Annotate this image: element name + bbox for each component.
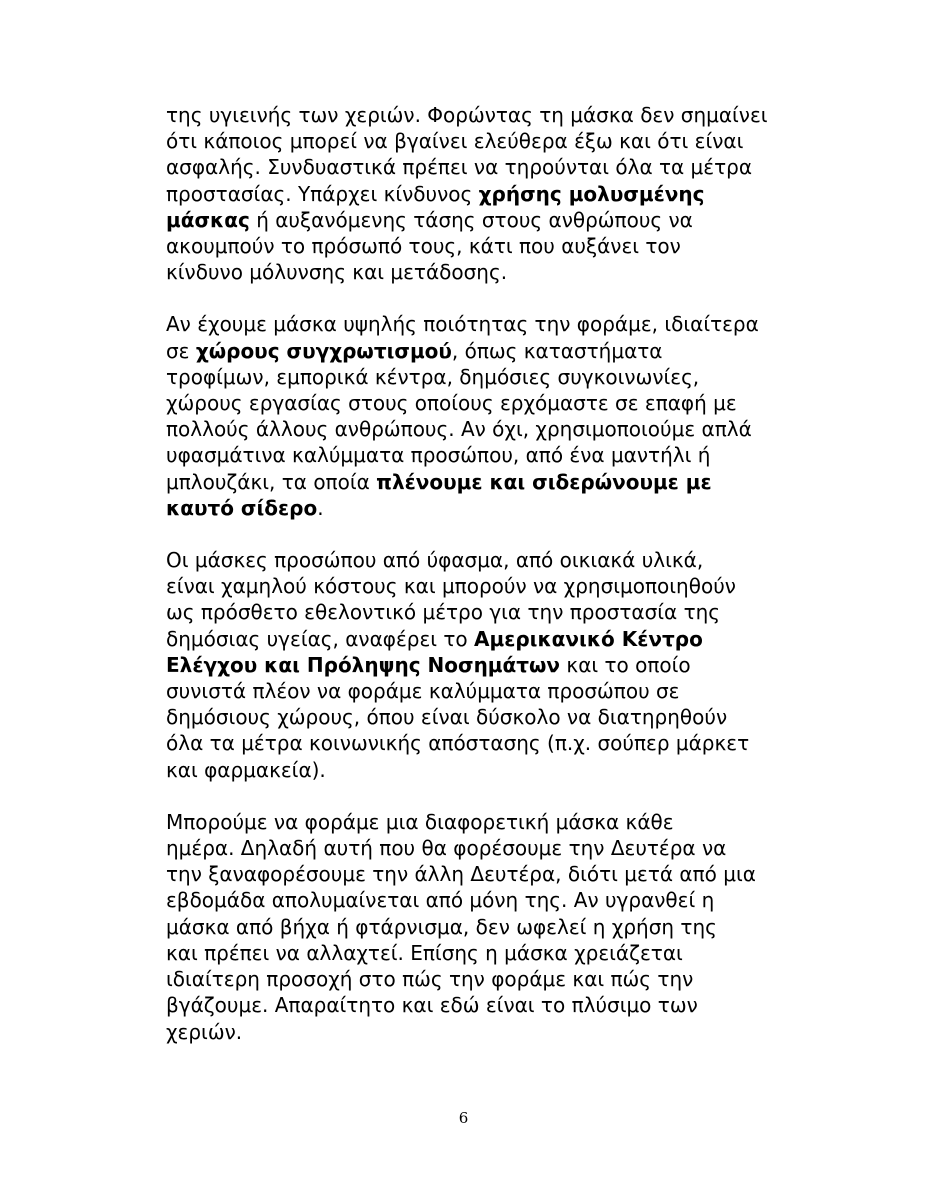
text-line xyxy=(166,940,766,966)
text-run: ή αυξανόμενης τάσης στους ανθρώπους να xyxy=(249,207,693,232)
text-run: την ξαναφορέσουμε την άλλη Δευτέρα, διότι μετά από μια xyxy=(166,862,756,887)
text-line xyxy=(166,704,766,730)
text-line xyxy=(166,626,766,652)
page-body xyxy=(166,102,766,1071)
text-line xyxy=(166,966,766,992)
text-line xyxy=(166,311,766,337)
text-line xyxy=(166,914,766,940)
text-line xyxy=(166,495,766,521)
text-line xyxy=(166,992,766,1018)
bold-text-run: χώρους συγχρωτισμού xyxy=(195,338,452,363)
text-line xyxy=(166,364,766,390)
page-number: 6 xyxy=(458,1109,469,1127)
text-run: εβδομάδα απολυμαίνεται από μόνη της. Αν υγρανθεί η xyxy=(166,888,715,913)
text-line xyxy=(166,547,766,573)
text-run: χεριών. xyxy=(166,1019,243,1044)
text-line xyxy=(166,599,766,625)
text-line xyxy=(166,233,766,259)
text-line xyxy=(166,678,766,704)
text-run: τροφίμων, εμπορικά κέντρα, δημόσιες συγκοινωνίες, xyxy=(166,364,700,389)
text-run: μάσκα από βήχα ή φτάρνισμα, δεν ωφελεί η χρήση της xyxy=(166,914,717,939)
text-run: ότι κάποιος μπορεί να βγαίνει ελεύθερα έξω και ότι είναι xyxy=(166,129,744,154)
bold-text-run: Ελέγχου και Πρόληψης Νοσημάτων xyxy=(166,652,561,677)
text-line xyxy=(166,730,766,756)
text-run: ασφαλής. Συνδυαστικά πρέπει να τηρούνται όλα τα μέτρα xyxy=(166,155,753,180)
text-run: βγάζουμε. Απαραίτητο και εδώ είναι το πλύσιμο των xyxy=(166,993,698,1018)
text-run: σε xyxy=(166,338,196,363)
text-run: Μπορούμε να φοράμε μια διαφορετική μάσκα κάθε xyxy=(166,809,674,834)
text-line xyxy=(166,887,766,913)
text-run: και φαρμακεία). xyxy=(166,757,326,782)
text-run: χώρους εργασίας στους οποίους ερχόμαστε σε επαφή με xyxy=(166,391,737,416)
text-run: και το οποίο xyxy=(560,652,691,677)
text-line xyxy=(166,835,766,861)
text-line xyxy=(166,390,766,416)
text-line xyxy=(166,207,766,233)
text-line xyxy=(166,128,766,154)
text-run: δημόσιους χώρους, όπου είναι δύσκολο να διατηρηθούν xyxy=(166,705,728,730)
text-line xyxy=(166,469,766,495)
text-line xyxy=(166,154,766,180)
text-run: κίνδυνο μόλυνσης και μετάδοσης. xyxy=(166,260,508,285)
text-run: , όπως καταστήματα xyxy=(451,338,663,363)
text-run: της υγιεινής των χεριών. Φορώντας τη μάσκα δεν σημαίνει xyxy=(166,103,768,127)
paragraph-hand-hygiene xyxy=(166,102,766,285)
text-line xyxy=(166,652,766,678)
bold-text-run: πλένουμε και σιδερώνουμε με xyxy=(376,469,712,494)
text-line xyxy=(166,861,766,887)
paragraph-crowded-places xyxy=(166,311,766,521)
text-run: είναι χαμηλού κόστους και μπορούν να χρησιμοποιηθούν xyxy=(166,574,736,599)
text-run: ημέρα. Δηλαδή αυτή που θα φορέσουμε την Δευτέρα να xyxy=(166,836,727,861)
text-line xyxy=(166,1019,766,1045)
bold-text-run: χρήσης μολυσμένης xyxy=(478,181,705,206)
text-run: Οι μάσκες προσώπου από ύφασμα, από οικιακά υλικά, xyxy=(166,548,704,573)
text-line xyxy=(166,338,766,364)
text-line xyxy=(166,573,766,599)
text-run: υφασμάτινα καλύμματα προσώπου, από ένα μαντήλι ή xyxy=(166,443,711,468)
text-run: συνιστά πλέον να φοράμε καλύμματα προσώπου σε xyxy=(166,679,680,704)
text-line xyxy=(166,416,766,442)
text-run: και πρέπει να αλλαχτεί. Επίσης η μάσκα χρειάζεται xyxy=(166,940,683,965)
text-run: . xyxy=(317,495,324,520)
text-run: όλα τα μέτρα κοινωνικής απόστασης (π.χ. σούπερ μάρκετ xyxy=(166,731,750,756)
text-run: Αν έχουμε μάσκα υψηλής ποιότητας την φοράμε, ιδιαίτερα xyxy=(166,312,759,337)
bold-text-run: μάσκας xyxy=(166,207,250,232)
text-run: ως πρόσθετο εθελοντικό μέτρο για την προστασία της xyxy=(166,600,721,625)
bold-text-run: Αμερικανικό Κέντρο xyxy=(474,626,703,651)
text-line xyxy=(166,259,766,285)
text-line xyxy=(166,442,766,468)
bold-text-run: καυτό σίδερο xyxy=(166,495,318,520)
text-line xyxy=(166,809,766,835)
text-run: μπλουζάκι, τα οποία xyxy=(166,469,377,494)
text-line xyxy=(166,757,766,783)
paragraph-weekly-rotation xyxy=(166,809,766,1045)
text-run: δημόσιας υγείας, αναφέρει το xyxy=(166,626,475,651)
text-run: πολλούς άλλους ανθρώπους. Αν όχι, χρησιμοποιούμε απλά xyxy=(166,417,752,442)
text-line xyxy=(166,181,766,207)
paragraph-cloth-masks-cdc xyxy=(166,547,766,783)
text-run: ιδιαίτερη προσοχή στο πώς την φοράμε και πώς την xyxy=(166,967,694,992)
text-line xyxy=(166,102,766,128)
text-run: προστασίας. Υπάρχει κίνδυνος xyxy=(166,181,479,206)
text-run: ακουμπούν το πρόσωπό τους, κάτι που αυξάνει τον xyxy=(166,234,681,259)
